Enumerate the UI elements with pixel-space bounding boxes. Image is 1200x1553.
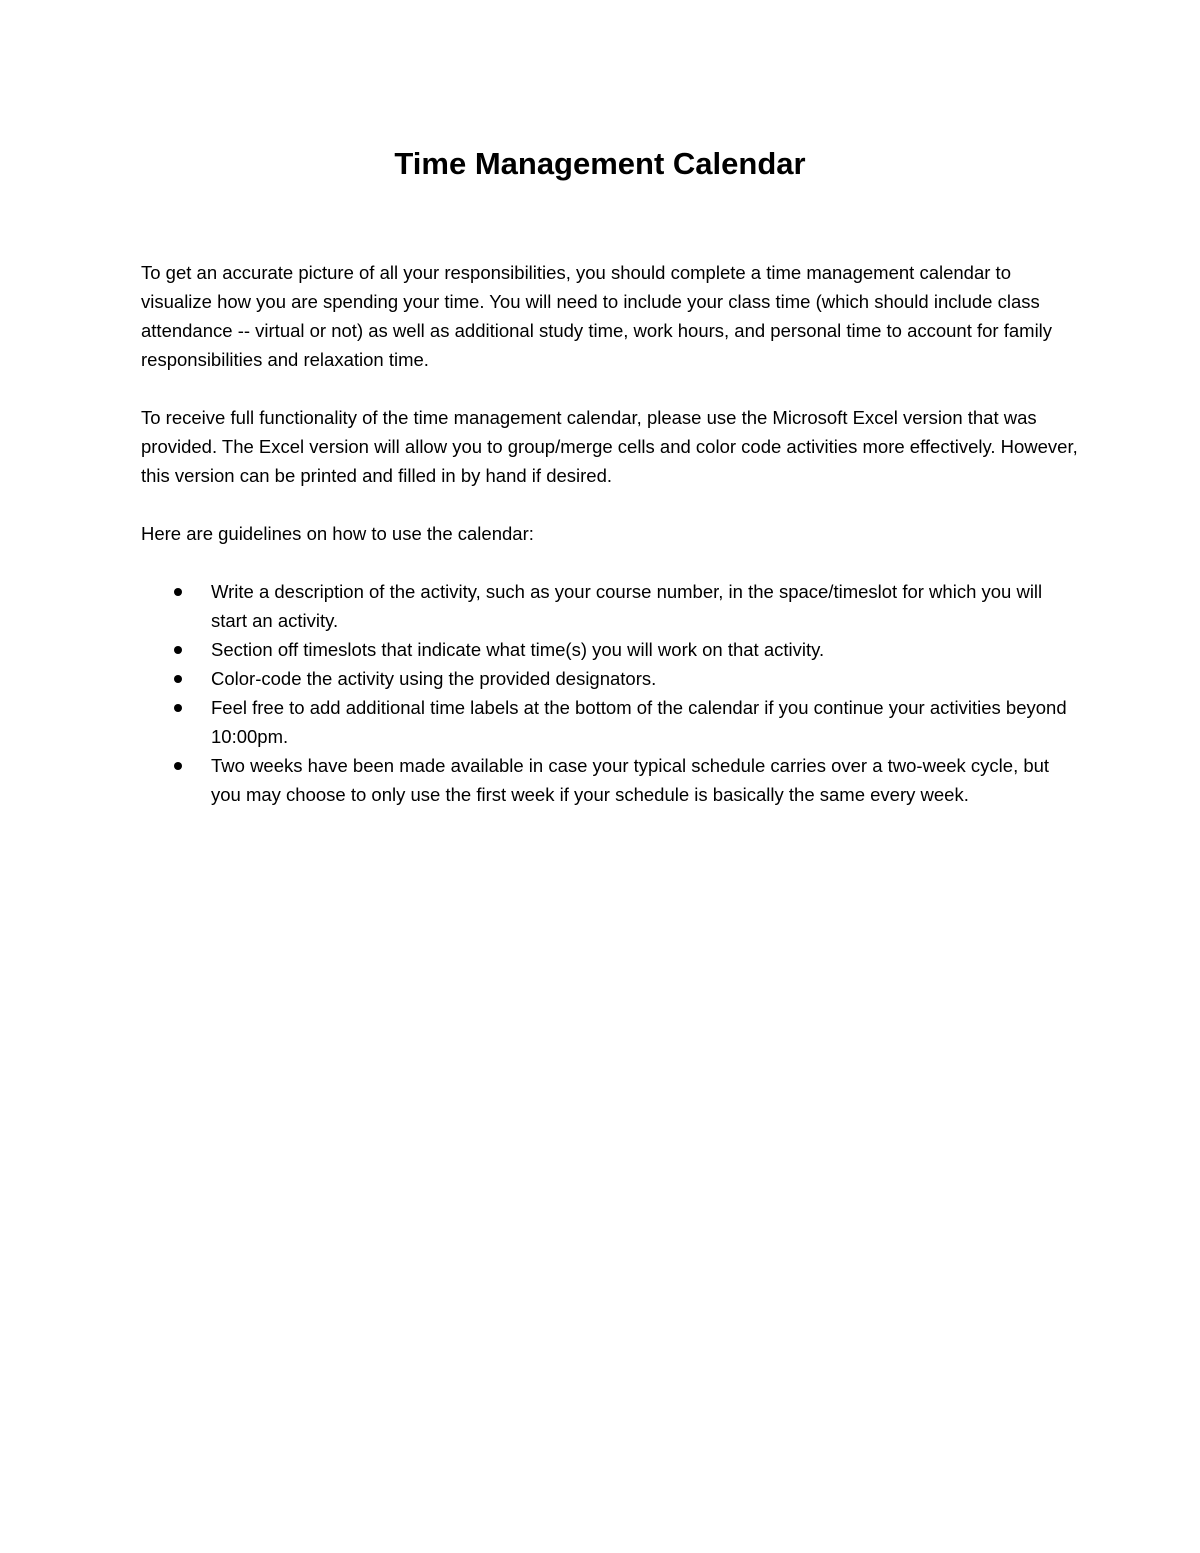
- guideline-text: Color-code the activity using the provided designators.: [211, 668, 657, 689]
- bullet-icon: [174, 675, 182, 683]
- excel-version-paragraph: To receive full functionality of the time management calendar, please use the Microsoft Excel version that was provided. The Excel version will allow you to group/merge cells and color code activities more effectively. However, this version can be printed and filled in by hand if desired.: [141, 407, 1078, 486]
- guideline-item: [141, 577, 1081, 635]
- bullet-icon: [174, 646, 182, 654]
- guideline-item: [141, 693, 1081, 751]
- bullet-icon: [174, 704, 182, 712]
- guideline-text: Write a description of the activity, such as your course number, in the space/timeslot for which you will start an activity.: [211, 581, 1043, 631]
- bullet-icon: [174, 762, 182, 770]
- guideline-item: [141, 664, 1081, 693]
- guidelines-intro: Here are guidelines on how to use the calendar:: [141, 523, 534, 544]
- document-body: [141, 258, 1081, 809]
- intro-paragraph: To get an accurate picture of all your responsibilities, you should complete a time management calendar to visualize how you are spending your time. You will need to include your class time (which should include class attendance -- virtual or not) as well as additional study time, work hours, and personal time to account for family responsibilities and relaxation time.: [141, 262, 1053, 370]
- document-title: Time Management Calendar: [394, 146, 806, 181]
- guidelines-list: [141, 577, 1081, 809]
- guideline-text: Feel free to add additional time labels at the bottom of the calendar if you continue your activities beyond 10:00pm.: [211, 697, 1067, 747]
- guideline-text: Section off timeslots that indicate what time(s) you will work on that activity.: [211, 639, 825, 660]
- guideline-text: Two weeks have been made available in case your typical schedule carries over a two-week cycle, but you may choose to only use the first week if your schedule is basically the same every week.: [211, 755, 1050, 805]
- guideline-item: [141, 635, 1081, 664]
- guideline-item: [141, 751, 1081, 809]
- bullet-icon: [174, 588, 182, 596]
